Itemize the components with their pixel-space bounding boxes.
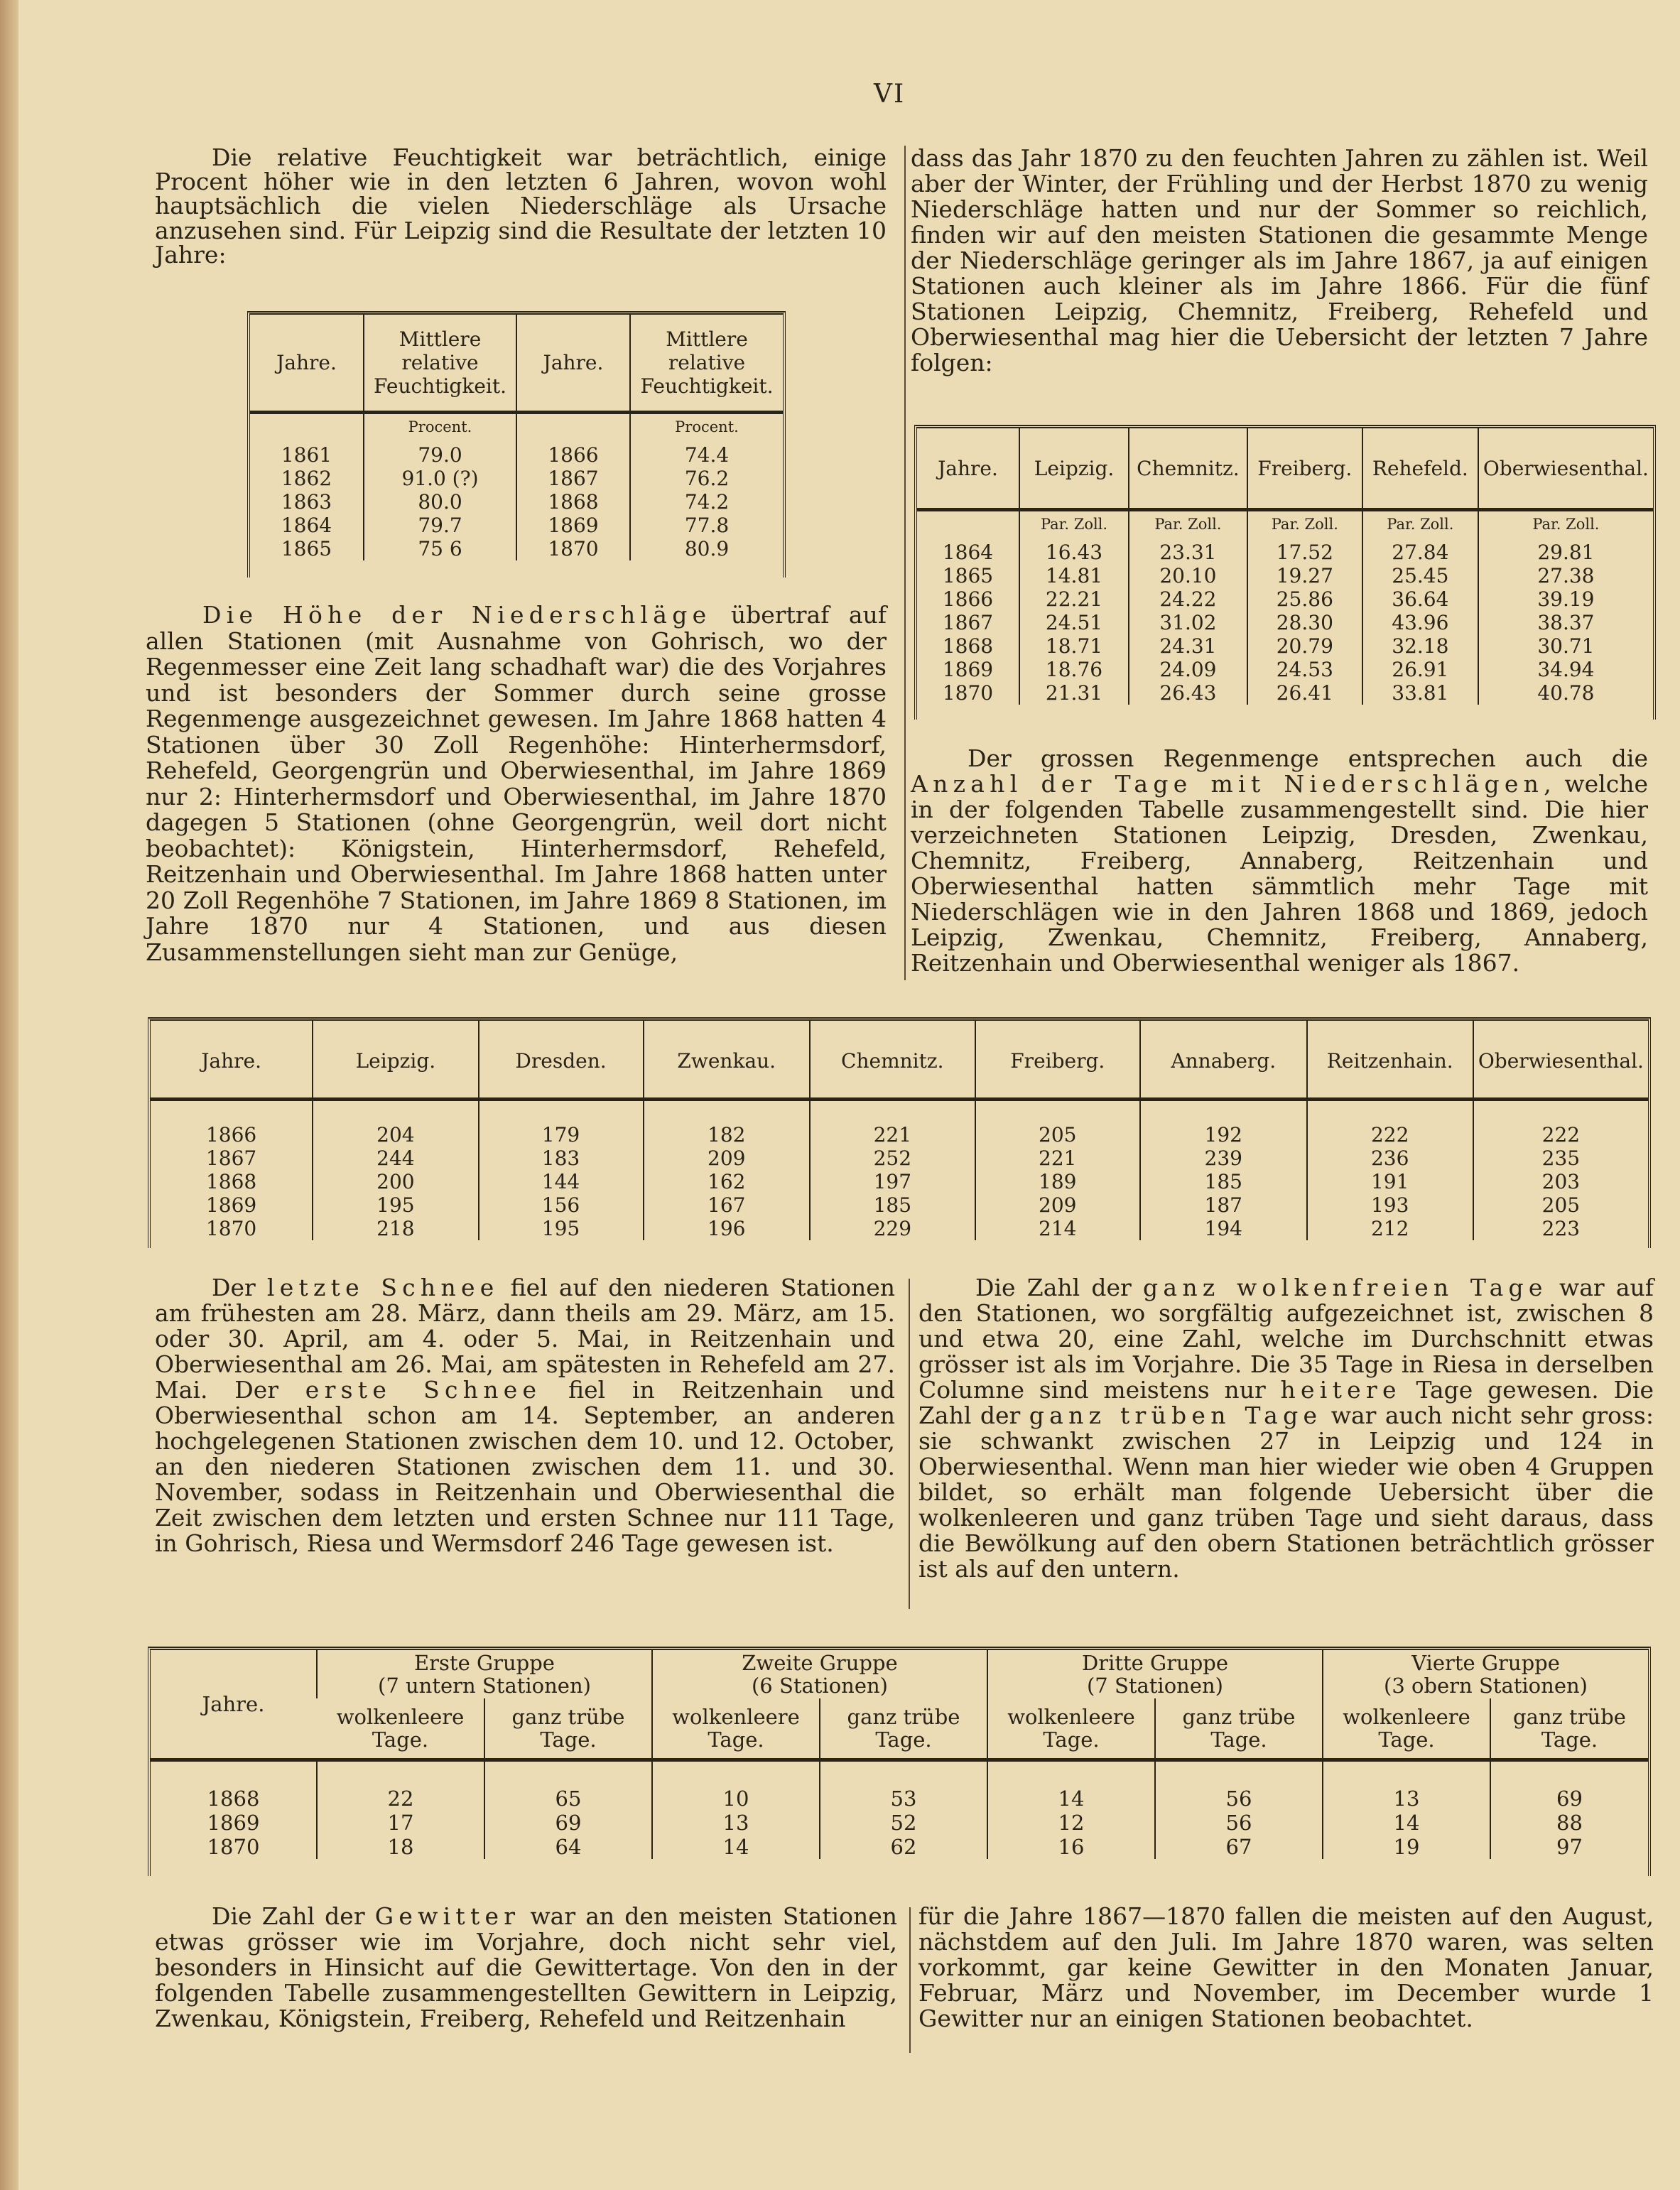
cell-value: 18.76 (1019, 658, 1129, 681)
cell-value: 80.9 (630, 537, 783, 560)
cell-value: 156 (479, 1193, 644, 1217)
cell-value: 91.0 (?) (364, 467, 516, 490)
column-divider (904, 146, 906, 980)
table-row (917, 611, 1653, 634)
group-header: Dritte Gruppe (7 Stationen) (987, 1650, 1323, 1698)
cell-value: 16.43 (1019, 541, 1129, 564)
table-row (917, 587, 1653, 611)
col-header: Leipzig. (313, 1021, 478, 1100)
cell-value: 229 (810, 1217, 975, 1240)
cell-value: 24.53 (1247, 658, 1362, 681)
cell-value: 76.2 (630, 467, 783, 490)
cell-value: 194 (1140, 1217, 1307, 1240)
sub-header: ganz trübe Tage. (1490, 1698, 1648, 1758)
cell-value: 1869 (516, 514, 630, 537)
cell-year: 1866 (205, 1123, 257, 1147)
group-header: Vierte Gruppe (3 obern Stationen) (1323, 1650, 1648, 1698)
table-row (151, 1123, 1648, 1147)
cell-value: 244 (313, 1147, 478, 1170)
paragraph-clouds-text-g: war auch nicht sehr gross: sie schwankt zwischen 27 in Leipzig und 124 in Oberwiesenthal. Wenn man hier wieder wie oben 4 Gruppen bildet, so erhält man folgende Uebersicht über die wolkenleeren und ganz trüben Tage und sieht daraus, dass die Bewölkung auf den obern Stationen beträchtlich grösser ist als auf den untern. (918, 1402, 1654, 1583)
emphasis-letzter-schnee: letzte Schnee (266, 1274, 499, 1301)
cell-value: 189 (975, 1170, 1140, 1193)
cell-value: 144 (479, 1170, 644, 1193)
cell-value: 252 (810, 1147, 975, 1170)
cell-value: 212 (1307, 1217, 1473, 1240)
paragraph-precipitation (146, 602, 887, 965)
page-edge (0, 0, 18, 2190)
cell-value: 97 (1490, 1835, 1648, 1859)
cell-value: 13 (1323, 1787, 1490, 1811)
cell-year: 1869 (205, 1193, 257, 1217)
emphasis-gewitter: Gewitter (374, 1902, 521, 1930)
cell-value: 69 (484, 1811, 652, 1835)
cell-value: 74.2 (630, 490, 783, 514)
cell-value: 25.86 (1247, 587, 1362, 611)
unit-label: Par. Zoll. (1478, 508, 1653, 541)
cell-value: 13 (652, 1811, 820, 1835)
cell-value: 65 (484, 1787, 652, 1811)
unit-label: Par. Zoll. (1362, 508, 1478, 541)
col-header: Reitzenhain. (1307, 1021, 1473, 1100)
cell-value: 203 (1473, 1170, 1648, 1193)
cell-year: 1869 (942, 658, 994, 681)
sub-header: wolkenleere Tage. (987, 1698, 1155, 1758)
cell-year: 1866 (942, 587, 994, 611)
emphasis-wolkenfrei: ganz wolkenfreien Tage (1143, 1274, 1548, 1301)
table-row (250, 514, 783, 537)
cell-value: 239 (1140, 1147, 1307, 1170)
cell-value: 222 (1307, 1123, 1473, 1147)
cell-value: 204 (313, 1123, 478, 1147)
table-row (250, 467, 783, 490)
cell-value: 36.64 (1362, 587, 1478, 611)
cell-value: 74.4 (630, 443, 783, 467)
cell-year: 1868 (207, 1787, 260, 1811)
cell-value: 24.09 (1129, 658, 1247, 681)
unit-label: Par. Zoll. (1019, 508, 1129, 541)
paragraph-humidity-text: Die relative Feuchtigkeit war beträchtlich, einige Procent höher wie in den letzten 6 Jahren, wovon wohl hauptsächlich die vielen Niederschläge als Ursache anzusehen sind. Für Leipzig sind die Resultate der letzten 10 Jahre: (155, 143, 887, 269)
cell-value: 197 (810, 1170, 975, 1193)
cell-value: 20.10 (1129, 564, 1247, 587)
cell-year: 1862 (281, 467, 332, 490)
table-row (151, 1170, 1648, 1193)
group-header: Erste Gruppe (7 untern Stationen) (317, 1650, 652, 1698)
col-header: Mittlere relative Feuchtigkeit. (364, 315, 516, 411)
cell-value: 64 (484, 1835, 652, 1859)
col-header: Mittlere relative Feuchtigkeit. (630, 315, 783, 411)
table-row (250, 443, 783, 467)
cell-value: 196 (644, 1217, 810, 1240)
cell-value: 22.21 (1019, 587, 1129, 611)
cell-value: 19 (1323, 1835, 1490, 1859)
cell-value: 75 6 (364, 537, 516, 560)
cell-value: 209 (975, 1193, 1140, 1217)
cell-value: 218 (313, 1217, 478, 1240)
page-number: VI (874, 80, 906, 109)
cell-value: 222 (1473, 1123, 1648, 1147)
col-header: Rehefeld. (1362, 428, 1478, 508)
table-row (151, 1787, 1648, 1811)
cell-value: 1867 (516, 467, 630, 490)
cell-value: 29.81 (1478, 541, 1653, 564)
table-row (250, 537, 783, 560)
col-header: Oberwiesenthal. (1473, 1021, 1648, 1100)
cell-value: 24.22 (1129, 587, 1247, 611)
cell-year: 1869 (207, 1811, 260, 1835)
paragraph-thunder-months (918, 1904, 1654, 2032)
table-row (151, 1217, 1648, 1240)
cell-value: 10 (652, 1787, 820, 1811)
emphasis-erster-schnee: erste Schnee (305, 1376, 542, 1404)
paragraph-thunder-text-a: Die Zahl der (212, 1902, 375, 1930)
col-header: Jahre. (938, 456, 998, 480)
paragraph-clouds-text-c: war auf den Stationen, wo sorgfältig aufgezeichnet ist, zwischen 8 und etwa 20, eine Zahl, welche im Durchschnitt etwas grösser ist als im Vorjahre. Die 35 Tage in Riesa in derselben Columne sind meistens nur (918, 1274, 1654, 1404)
paragraph-wet-year (911, 146, 1648, 376)
col-header: Annaberg. (1140, 1021, 1307, 1100)
cell-value: 26.41 (1247, 681, 1362, 705)
paragraph-clouds (918, 1275, 1654, 1582)
cell-value: 14 (987, 1787, 1155, 1811)
paragraph-snow (155, 1275, 895, 1556)
unit-label: Procent. (630, 411, 783, 443)
cell-year: 1870 (942, 681, 994, 705)
cell-year: 1864 (281, 514, 332, 537)
cell-year: 1867 (205, 1147, 257, 1170)
cell-value: 16 (987, 1835, 1155, 1859)
cell-year: 1867 (942, 611, 994, 634)
unit-label: Par. Zoll. (1129, 508, 1247, 541)
col-header-year: Jahre. (202, 1692, 265, 1716)
paragraph-clouds-text-a: Die Zahl der (975, 1274, 1144, 1301)
emphasis-anzahl-tage: Anzahl der Tage mit Niederschlägen (911, 770, 1544, 798)
paragraph-clouds-text-e: Tage gewesen. Die Zahl der (918, 1376, 1654, 1429)
cell-value: 56 (1155, 1787, 1323, 1811)
cell-value: 77.8 (630, 514, 783, 537)
cell-value: 19.27 (1247, 564, 1362, 587)
paragraph-wet-year-text: dass das Jahr 1870 zu den feuchten Jahren zu zählen ist. Weil aber der Winter, der Frühling und der Herbst 1870 zu wenig Niederschläge hatten und nur der Sommer so reichlich, finden wir auf den meisten Stationen die gesammte Menge der Niederschläge geringer als im Jahre 1867, ja auf einigen Stationen auch kleiner als im Jahre 1866. Für die fünf Stationen Leipzig, Chemnitz, Freiberg, Rehefeld und Oberwiesenthal mag hier die Uebersicht der letzten 7 Jahre folgen: (911, 144, 1648, 376)
col-header: Dresden. (479, 1021, 644, 1100)
unit-label: Par. Zoll. (1247, 508, 1362, 541)
table-row (151, 1811, 1648, 1835)
cell-value: 79.0 (364, 443, 516, 467)
col-header: Zwenkau. (644, 1021, 810, 1100)
cell-value: 167 (644, 1193, 810, 1217)
cell-value: 182 (644, 1123, 810, 1147)
paragraph-rain-days-text: Der grossen Regenmenge entsprechen auch die (968, 744, 1648, 772)
cell-year: 1870 (205, 1217, 257, 1240)
cell-year: 1864 (942, 541, 994, 564)
col-header: Jahre. (516, 315, 630, 411)
table-row (917, 564, 1653, 587)
cell-value: 69 (1490, 1787, 1648, 1811)
cell-value: 205 (975, 1123, 1140, 1147)
cell-value: 26.43 (1129, 681, 1247, 705)
cell-value: 185 (1140, 1170, 1307, 1193)
cell-value: 185 (810, 1193, 975, 1217)
table-humidity (250, 315, 783, 560)
col-header: Oberwiesenthal. (1478, 428, 1653, 508)
paragraph-humidity (155, 143, 887, 269)
column-divider-3 (909, 1907, 911, 2053)
cell-value: 18 (317, 1835, 484, 1859)
paragraph-thunder (155, 1904, 897, 2032)
cell-value: 193 (1307, 1193, 1473, 1217)
cell-value: 1870 (516, 537, 630, 560)
unit-label: Procent. (364, 411, 516, 443)
cell-value: 31.02 (1129, 611, 1247, 634)
cell-value: 26.91 (1362, 658, 1478, 681)
table-row (151, 1835, 1648, 1859)
cell-value: 62 (820, 1835, 987, 1859)
sub-header: ganz trübe Tage. (820, 1698, 987, 1758)
cell-value: 18.71 (1019, 634, 1129, 658)
table-groups (151, 1650, 1648, 1859)
col-header: Leipzig. (1019, 428, 1129, 508)
table-rain (917, 428, 1653, 705)
cell-value: 236 (1307, 1147, 1473, 1170)
cell-value: 1868 (516, 490, 630, 514)
paragraph-thunder-text-c: war an den meisten Stationen etwas grösser wie im Vorjahre, doch nicht sehr viel, besonders in Hinsicht auf die Gewittertage. Von den in der folgenden Tabelle zusammengestellten Gewittern in Leipzig, Zwenkau, Königstein, Freiberg, Rehefeld und Reitzenhain (155, 1902, 897, 2032)
table-row (250, 490, 783, 514)
cell-value: 214 (975, 1217, 1140, 1240)
cell-value: 200 (313, 1170, 478, 1193)
cell-value: 27.38 (1478, 564, 1653, 587)
paragraph-thunder-months-text: für die Jahre 1867—1870 fallen die meisten auf den August, nächstdem auf den Juli. Im Jahre 1870 waren, was selten vorkommt, gar keine Gewitter in den Monaten Januar, Februar, März und November, im December wurde 1 Gewitter nur an einigen Stationen beobachtet. (918, 1902, 1654, 2032)
cell-value: 30.71 (1478, 634, 1653, 658)
cell-value: 1866 (516, 443, 630, 467)
cell-value: 223 (1473, 1217, 1648, 1240)
emphasis-ganz-trueb: ganz trüben Tage (1029, 1402, 1323, 1429)
cell-value: 27.84 (1362, 541, 1478, 564)
paragraph-rain-days-text-end: , welche in der folgenden Tabelle zusammengestellt sind. Die hier verzeichneten Stationen Leipzig, Dresden, Zwenkau, Chemnitz, Freiberg, Annaberg, Reitzenhain und Oberwiesenthal hatten sämmtlich mehr Tage mit Niederschlägen wie in den Jahren 1868 und 1869, jedoch Leipzig, Zwenkau, Chemnitz, Freiberg, Annaberg, Reitzenhain und Oberwiesenthal weniger als 1867. (911, 770, 1648, 977)
sub-header: ganz trübe Tage. (1155, 1698, 1323, 1758)
group-header: Zweite Gruppe (6 Stationen) (652, 1650, 987, 1698)
cell-value: 183 (479, 1147, 644, 1170)
cell-value: 56 (1155, 1811, 1323, 1835)
cell-value: 192 (1140, 1123, 1307, 1147)
col-header: Chemnitz. (810, 1021, 975, 1100)
cell-value: 25.45 (1362, 564, 1478, 587)
cell-value: 24.31 (1129, 634, 1247, 658)
table-row (917, 634, 1653, 658)
cell-value: 187 (1140, 1193, 1307, 1217)
cell-value: 22 (317, 1787, 484, 1811)
cell-value: 205 (1473, 1193, 1648, 1217)
cell-value: 38.37 (1478, 611, 1653, 634)
sub-header: wolkenleere Tage. (652, 1698, 820, 1758)
cell-year: 1865 (281, 537, 332, 560)
cell-value: 39.19 (1478, 587, 1653, 611)
cell-value: 221 (975, 1147, 1140, 1170)
table-row (151, 1193, 1648, 1217)
cell-value: 32.18 (1362, 634, 1478, 658)
cell-value: 12 (987, 1811, 1155, 1835)
col-header: Chemnitz. (1129, 428, 1247, 508)
cell-value: 14 (652, 1835, 820, 1859)
table-row (917, 541, 1653, 564)
col-header: Freiberg. (975, 1021, 1140, 1100)
cell-value: 80.0 (364, 490, 516, 514)
table-row (917, 658, 1653, 681)
cell-year: 1868 (942, 634, 994, 658)
table-row (151, 1147, 1648, 1170)
cell-value: 24.51 (1019, 611, 1129, 634)
cell-value: 23.31 (1129, 541, 1247, 564)
cell-value: 17 (317, 1811, 484, 1835)
cell-value: 88 (1490, 1811, 1648, 1835)
paragraph-snow-text-e: fiel in Reitzenhain und Oberwiesenthal schon am 14. September, an anderen hochgelegenen Stationen zwischen dem 10. und 12. October, an den niederen Stationen zwischen dem 11. und 30. November, sodass in Reitzenhain und Oberwiesenthal die Zeit zwischen dem letzten und ersten Schnee nur 111 Tage, in Gohrisch, Riesa und Wermsdorf 246 Tage gewesen ist. (155, 1376, 895, 1557)
cell-value: 209 (644, 1147, 810, 1170)
cell-value: 53 (820, 1787, 987, 1811)
emphasis-niederschlag: Die Höhe der Niederschläge (202, 601, 712, 629)
cell-value: 33.81 (1362, 681, 1478, 705)
cell-year: 1863 (281, 490, 332, 514)
paragraph-snow-text-a: Der (212, 1274, 267, 1301)
cell-value: 34.94 (1478, 658, 1653, 681)
table-precip-days (151, 1021, 1648, 1240)
cell-value: 17.52 (1247, 541, 1362, 564)
cell-value: 14 (1323, 1811, 1490, 1835)
cell-value: 21.31 (1019, 681, 1129, 705)
paragraph-precipitation-text: übertraf auf allen Stationen (mit Ausnahme von Gohrisch, wo der Regenmesser eine Zeit lang schadhaft war) die des Vorjahres und ist besonders der Sommer durch seine grosse Regenmenge ausgezeichnet gewesen. Im Jahre 1868 hatten 4 Stationen über 30 Zoll Regenhöhe: Hinterhermsdorf, Rehefeld, Georgengrün und Oberwiesenthal, im Jahre 1869 nur 2: Hinterhermsdorf und Oberwiesenthal, im Jahre 1870 dagegen 5 Stationen (ohne Georgengrün, weil dort nicht beobachtet): Königstein, Hinterhermsdorf, Rehefeld, Reitzenhain und Oberwiesenthal. Im Jahre 1868 hatten unter 20 Zoll Regenhöhe 7 Stationen, im Jahre 1869 8 Stationen, im Jahre 1870 nur 4 Stationen, und aus diesen Zusammenstellungen sieht man zur Genüge, (146, 601, 887, 966)
sub-header: wolkenleere Tage. (1323, 1698, 1490, 1758)
cell-value: 195 (479, 1217, 644, 1240)
col-header: Jahre. (276, 351, 337, 374)
col-header: Freiberg. (1247, 428, 1362, 508)
table-row (917, 681, 1653, 705)
cell-value: 162 (644, 1170, 810, 1193)
cell-value: 67 (1155, 1835, 1323, 1859)
cell-value: 79.7 (364, 514, 516, 537)
cell-value: 43.96 (1362, 611, 1478, 634)
cell-year: 1861 (281, 443, 332, 467)
sub-header: wolkenleere Tage. (336, 1705, 465, 1752)
col-header: Jahre. (201, 1048, 262, 1073)
paragraph-snow-text-c: fiel auf den niederen Stationen am frühesten am 28. März, dann theils am 29. März, am 15. oder 30. April, am 4. oder 5. Mai, in Reitzenhain und Oberwiesenthal am 26. Mai, am spätesten in Rehefeld am 27. Mai. Der (155, 1274, 896, 1404)
cell-value: 195 (313, 1193, 478, 1217)
cell-value: 235 (1473, 1147, 1648, 1170)
cell-value: 221 (810, 1123, 975, 1147)
column-divider-2 (909, 1279, 910, 1609)
cell-value: 191 (1307, 1170, 1473, 1193)
cell-value: 179 (479, 1123, 644, 1147)
sub-header: ganz trübe Tage. (484, 1698, 652, 1758)
cell-year: 1868 (205, 1170, 257, 1193)
emphasis-heitere: heitere (1280, 1376, 1402, 1404)
cell-year: 1865 (942, 564, 994, 587)
cell-value: 52 (820, 1811, 987, 1835)
cell-value: 20.79 (1247, 634, 1362, 658)
paragraph-rain-days (911, 746, 1648, 976)
cell-value: 28.30 (1247, 611, 1362, 634)
cell-year: 1870 (207, 1835, 260, 1859)
cell-value: 14.81 (1019, 564, 1129, 587)
cell-value: 40.78 (1478, 681, 1653, 705)
